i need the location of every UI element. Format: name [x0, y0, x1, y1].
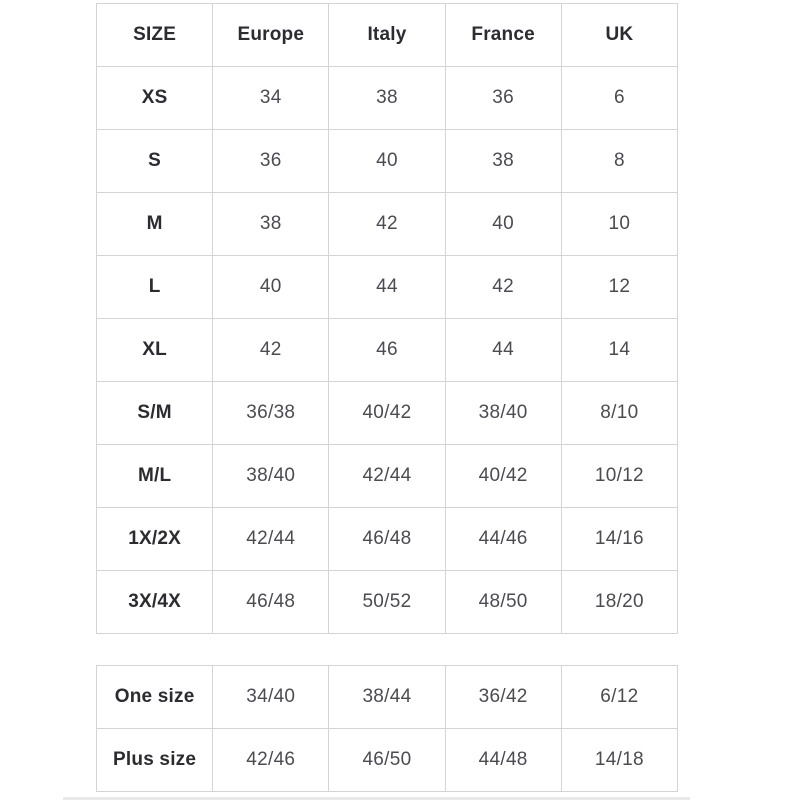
size-value-cell: 48/50 [445, 571, 561, 634]
size-value-cell: 38 [329, 67, 445, 130]
size-value-cell: 14/16 [561, 508, 677, 571]
table-row [97, 130, 678, 193]
size-value-cell: 42 [213, 319, 329, 382]
size-value-cell: 36/38 [213, 382, 329, 445]
table-row [97, 729, 678, 792]
size-value-cell: 46/48 [213, 571, 329, 634]
table-row [97, 382, 678, 445]
table-row [97, 666, 678, 729]
header-row [97, 4, 678, 67]
size-value-cell: 42/44 [329, 445, 445, 508]
size-label-cell: Plus size [97, 729, 213, 792]
size-label-cell: XL [97, 319, 213, 382]
size-value-cell: 40 [445, 193, 561, 256]
size-value-cell: 14/18 [561, 729, 677, 792]
size-label-cell: 1X/2X [97, 508, 213, 571]
size-value-cell: 36/42 [445, 666, 561, 729]
size-value-cell: 36 [213, 130, 329, 193]
size-label-cell: S [97, 130, 213, 193]
size-value-cell: 44/46 [445, 508, 561, 571]
size-label-cell: One size [97, 666, 213, 729]
size-conversion-table-wrap [96, 3, 678, 634]
size-value-cell: 40 [213, 256, 329, 319]
table-row [97, 67, 678, 130]
size-value-cell: 44 [329, 256, 445, 319]
size-value-cell: 8/10 [561, 382, 677, 445]
size-value-cell: 42 [329, 193, 445, 256]
size-value-cell: 14 [561, 319, 677, 382]
size-value-cell: 34/40 [213, 666, 329, 729]
size-table-header [97, 4, 678, 67]
header-cell-uk: UK [561, 4, 677, 67]
size-value-cell: 40 [329, 130, 445, 193]
size-value-cell: 6/12 [561, 666, 677, 729]
size-value-cell: 34 [213, 67, 329, 130]
size-value-cell: 38 [213, 193, 329, 256]
size-value-cell: 40/42 [329, 382, 445, 445]
size-value-cell: 6 [561, 67, 677, 130]
size-value-cell: 10 [561, 193, 677, 256]
table-row [97, 571, 678, 634]
table-row [97, 193, 678, 256]
special-sizes-table-body [97, 666, 678, 792]
table-row [97, 319, 678, 382]
size-value-cell: 36 [445, 67, 561, 130]
size-value-cell: 18/20 [561, 571, 677, 634]
special-sizes-table-wrap [96, 665, 678, 792]
table-row [97, 256, 678, 319]
size-value-cell: 50/52 [329, 571, 445, 634]
size-value-cell: 44 [445, 319, 561, 382]
size-value-cell: 8 [561, 130, 677, 193]
size-value-cell: 38 [445, 130, 561, 193]
size-label-cell: L [97, 256, 213, 319]
size-label-cell: XS [97, 67, 213, 130]
size-label-cell: 3X/4X [97, 571, 213, 634]
size-value-cell: 38/44 [329, 666, 445, 729]
size-value-cell: 42/44 [213, 508, 329, 571]
size-table-body [97, 67, 678, 634]
header-cell-italy: Italy [329, 4, 445, 67]
size-value-cell: 38/40 [213, 445, 329, 508]
size-value-cell: 42/46 [213, 729, 329, 792]
special-sizes-table [96, 665, 678, 792]
size-conversion-table [96, 3, 678, 634]
size-value-cell: 38/40 [445, 382, 561, 445]
size-label-cell: M [97, 193, 213, 256]
header-cell-europe: Europe [213, 4, 329, 67]
table-row [97, 508, 678, 571]
size-value-cell: 46/50 [329, 729, 445, 792]
size-value-cell: 12 [561, 256, 677, 319]
size-value-cell: 46/48 [329, 508, 445, 571]
size-label-cell: S/M [97, 382, 213, 445]
size-value-cell: 10/12 [561, 445, 677, 508]
size-value-cell: 42 [445, 256, 561, 319]
header-cell-size: SIZE [97, 4, 213, 67]
header-cell-france: France [445, 4, 561, 67]
size-value-cell: 46 [329, 319, 445, 382]
size-value-cell: 40/42 [445, 445, 561, 508]
size-value-cell: 44/48 [445, 729, 561, 792]
size-label-cell: M/L [97, 445, 213, 508]
table-row [97, 445, 678, 508]
